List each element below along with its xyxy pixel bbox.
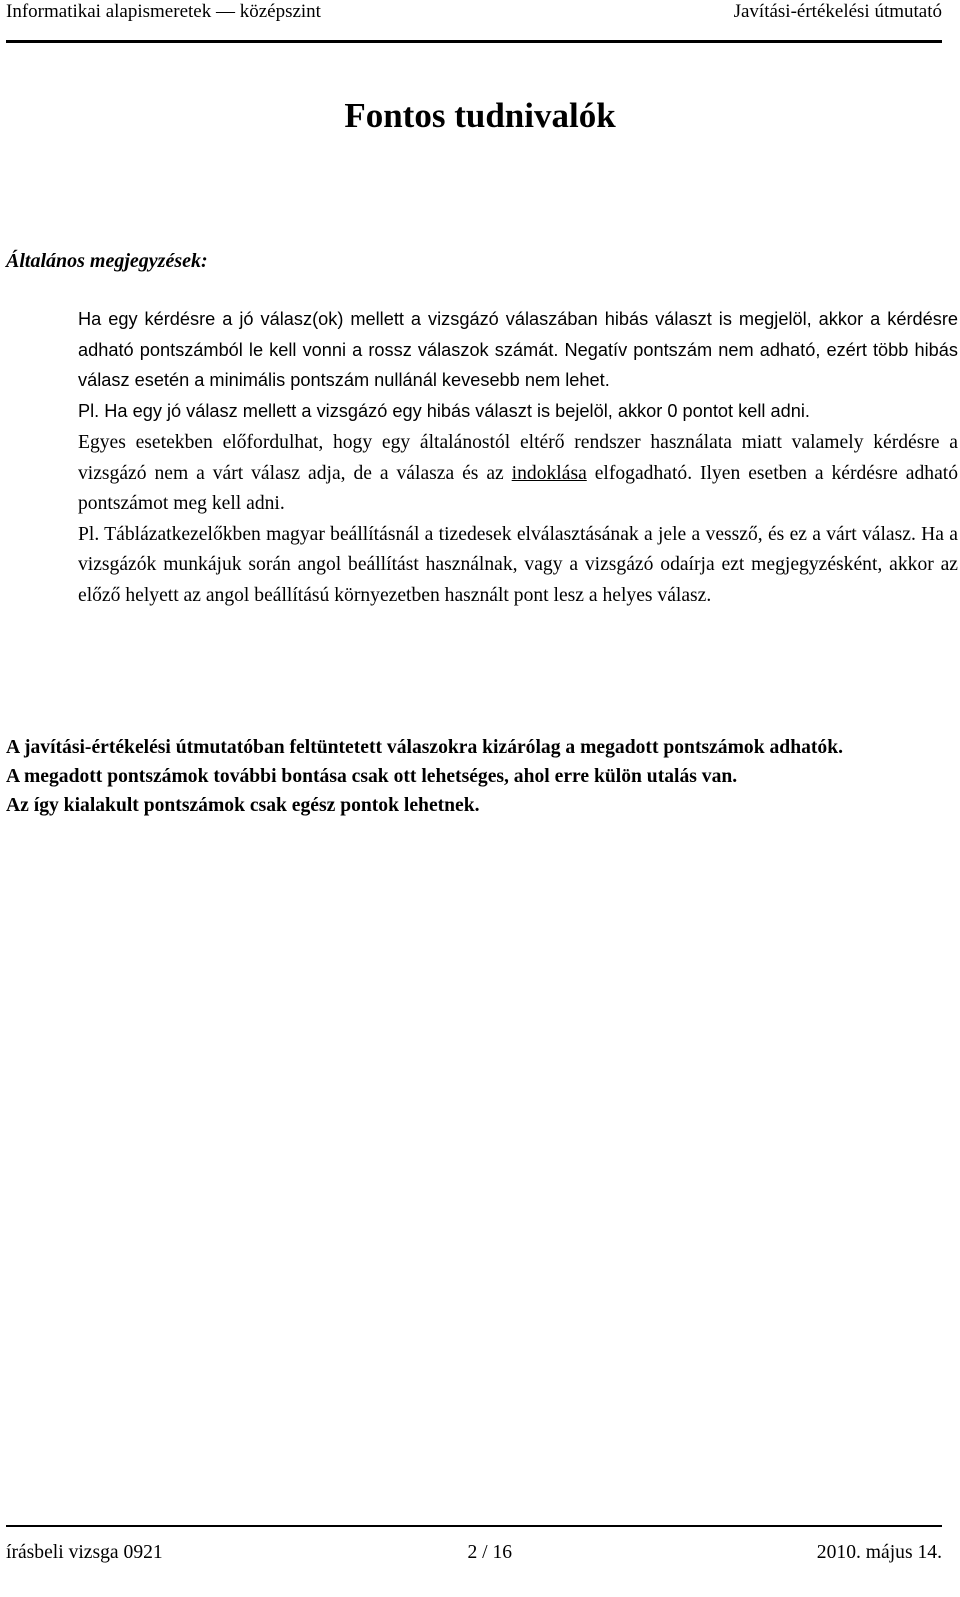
paragraph-example-1 xyxy=(78,396,958,427)
paragraph-example-2 xyxy=(78,520,958,612)
example-1-text: Ha egy jó válasz mellett a vizsgázó egy hibás választ is bejelöl, akkor 0 pontot kell adni. xyxy=(104,400,810,421)
alternative-answer-text-a: Egyes esetekben előfordulhat, hogy egy általánostól eltérő rendszer használata miatt valamely kérdésre a vizsgázó nem a várt válasz adja, de a válasza és az xyxy=(78,432,958,484)
example-2-text-a: Pl. Táblázatkezelőkben magyar beállításnál a tizedesek elválasztásának a jele a vessző, és ez a várt válasz. xyxy=(78,523,916,545)
justification-word: indoklása xyxy=(511,462,587,484)
scoring-rule-2: A megadott pontszámok további bontása csak ott lehetséges, ahol erre külön utalás van. xyxy=(6,766,738,787)
page-header xyxy=(6,0,942,43)
footer-page-number: 2 / 16 xyxy=(467,1542,513,1563)
section-subheading: Általános megjegyzések: xyxy=(6,250,208,272)
alternative-answer-text-b: elfogadható. Ilyen esetben a kérdésre adható pontszámot meg kell adni. xyxy=(78,462,959,514)
footer-date: 2010. május 14. xyxy=(816,1542,942,1563)
example-2-text-b: Ha a vizsgázók munkájuk során angol beállítást használnak, vagy a vizsgázó odaírja ezt megjegyzésként, akkor az előző helyett az angol beállítású környezetben használt pont lesz a helyes válasz. xyxy=(78,523,958,606)
page-footer xyxy=(6,1525,942,1565)
example-prefix: Pl. xyxy=(78,400,100,421)
footer-exam-code: írásbeli vizsga 0921 xyxy=(6,1542,163,1563)
header-right: Javítási-értékelési útmutató xyxy=(733,1,942,22)
paragraph-negative-score-text: Negatív pontszám nem adható, ezért több hibás válasz esetén a minimális pontszám nullánál kevesebb nem lehet. xyxy=(78,339,958,390)
scoring-rule-1: A javítási-értékelési útmutatóban feltüntetett válaszokra kizárólag a megadott pontszámok adhatók. xyxy=(6,737,844,758)
scoring-rules-block xyxy=(6,733,938,820)
general-notes-block xyxy=(78,304,958,611)
page-title: Fontos tudnivalók xyxy=(344,96,616,135)
paragraph-wrong-answers-text: Ha egy kérdésre a jó válasz(ok) mellett a vizsgázó válaszában hibás választ is megjelöl, akkor a kérdésre adható pontszámból le kell vonni a rossz válaszok számát. xyxy=(78,309,958,360)
paragraph-alternative-answer xyxy=(78,428,958,520)
header-left: Informatikai alapismeretek — középszint xyxy=(6,1,321,22)
paragraph-wrong-answers xyxy=(78,304,958,396)
scoring-rule-3: Az így kialakult pontszámok csak egész pontok lehetnek. xyxy=(6,795,480,816)
